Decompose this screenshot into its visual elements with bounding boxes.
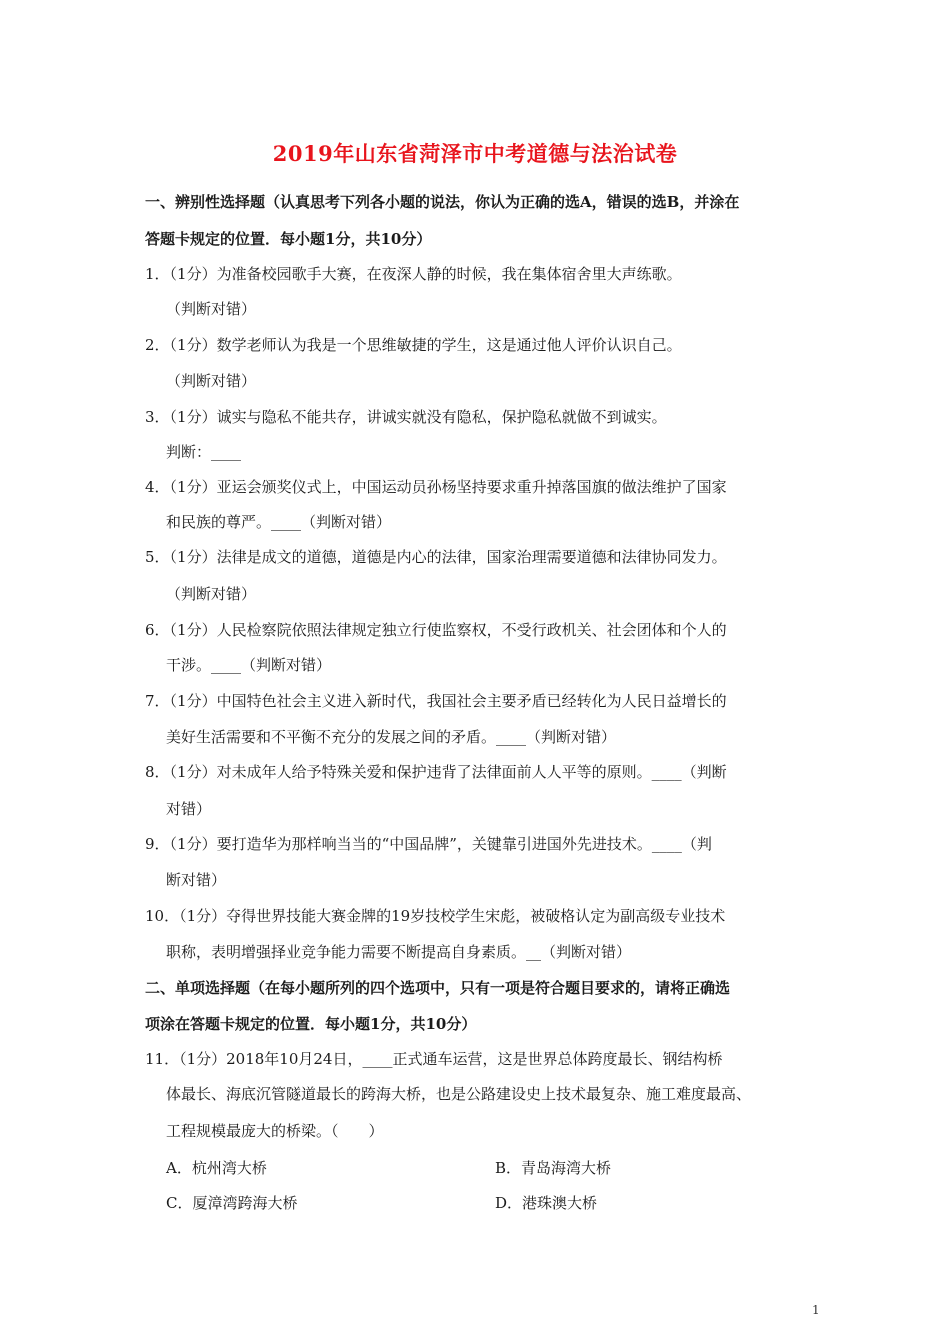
- question-3-line-1: 3．（1分）诚实与隐私不能共存，讲诚实就没有隐私，保护隐私就做不到诚实。: [145, 408, 667, 426]
- question-9-line-2: 断对错）: [166, 871, 227, 889]
- exam-title: 2019年山东省菏泽市中考道德与法治试卷: [272, 141, 678, 166]
- section-2-heading-line-1: 二、单项选择题（在每小题所列的四个选项中，只有一项是符合题目要求的，请将正确选: [145, 979, 731, 997]
- question-11-option-d: D．港珠澳大桥: [495, 1194, 598, 1212]
- section-2-heading-line-2: 项涂在答题卡规定的位置．每小题1分，共10分）: [145, 1015, 477, 1033]
- question-6-line-2: 干涉。____（判断对错）: [166, 656, 332, 674]
- question-4-line-1: 4．（1分）亚运会颁奖仪式上，中国运动员孙杨坚持要求重升掉落国旗的做法维护了国家: [145, 478, 727, 496]
- question-1-line-1: 1．（1分）为准备校园歌手大赛，在夜深人静的时候，我在集体宿舍里大声练歌。: [145, 265, 682, 283]
- question-10-line-2: 职称，表明增强择业竞争能力需要不断提高自身素质。__（判断对错）: [166, 943, 632, 961]
- question-2-line-1: 2．（1分）数学老师认为我是一个思维敏捷的学生，这是通过他人评价认识自己。: [145, 336, 682, 354]
- question-5-line-2: （判断对错）: [166, 585, 257, 603]
- question-10-line-1: 10．（1分）夺得世界技能大赛金牌的19岁技校学生宋彪，被破格认定为副高级专业技术: [145, 907, 726, 925]
- question-3-line-2: 判断：____: [166, 443, 242, 461]
- question-11-line-1: 11．（1分）2018年10月24日，____正式通车运营，这是世界总体跨度最长、钢结构桥: [145, 1050, 723, 1068]
- question-8-line-2: 对错）: [166, 800, 212, 818]
- section-1-heading-line-1: 一、辨别性选择题（认真思考下列各小题的说法，你认为正确的选A，错误的选B，并涂在: [145, 193, 740, 211]
- question-11-option-c: C．厦漳湾跨海大桥: [166, 1194, 298, 1212]
- question-8-line-1: 8．（1分）对未成年人给予特殊关爱和保护违背了法律面前人人平等的原则。____（判断: [145, 763, 727, 781]
- question-11-option-b: B．青岛海湾大桥: [495, 1159, 612, 1177]
- question-11-option-a: A．杭州湾大桥: [166, 1159, 267, 1177]
- question-11-line-3: 工程规模最庞大的桥梁。（ ）: [166, 1122, 384, 1140]
- question-6-line-1: 6．（1分）人民检察院依照法律规定独立行使监察权，不受行政机关、社会团体和个人的: [145, 621, 727, 639]
- question-7-line-2: 美好生活需要和不平衡不充分的发展之间的矛盾。____（判断对错）: [166, 728, 617, 746]
- question-11-line-2: 体最长、海底沉管隧道最长的跨海大桥，也是公路建设史上技术最复杂、施工难度最高、: [166, 1085, 752, 1103]
- question-7-line-1: 7．（1分）中国特色社会主义进入新时代，我国社会主要矛盾已经转化为人民日益增长的: [145, 692, 727, 710]
- question-2-line-2: （判断对错）: [166, 372, 257, 390]
- question-1-line-2: （判断对错）: [166, 300, 257, 318]
- question-9-line-1: 9．（1分）要打造华为那样响当当的“中国品牌”，关键靠引进国外先进技术。____（判: [145, 835, 712, 853]
- page-number: 1: [812, 1303, 820, 1317]
- question-5-line-1: 5．（1分）法律是成文的道德，道德是内心的法律，国家治理需要道德和法律协同发力。: [145, 548, 727, 566]
- section-1-heading-line-2: 答题卡规定的位置．每小题1分，共10分）: [145, 230, 432, 248]
- question-4-line-2: 和民族的尊严。____（判断对错）: [166, 513, 392, 531]
